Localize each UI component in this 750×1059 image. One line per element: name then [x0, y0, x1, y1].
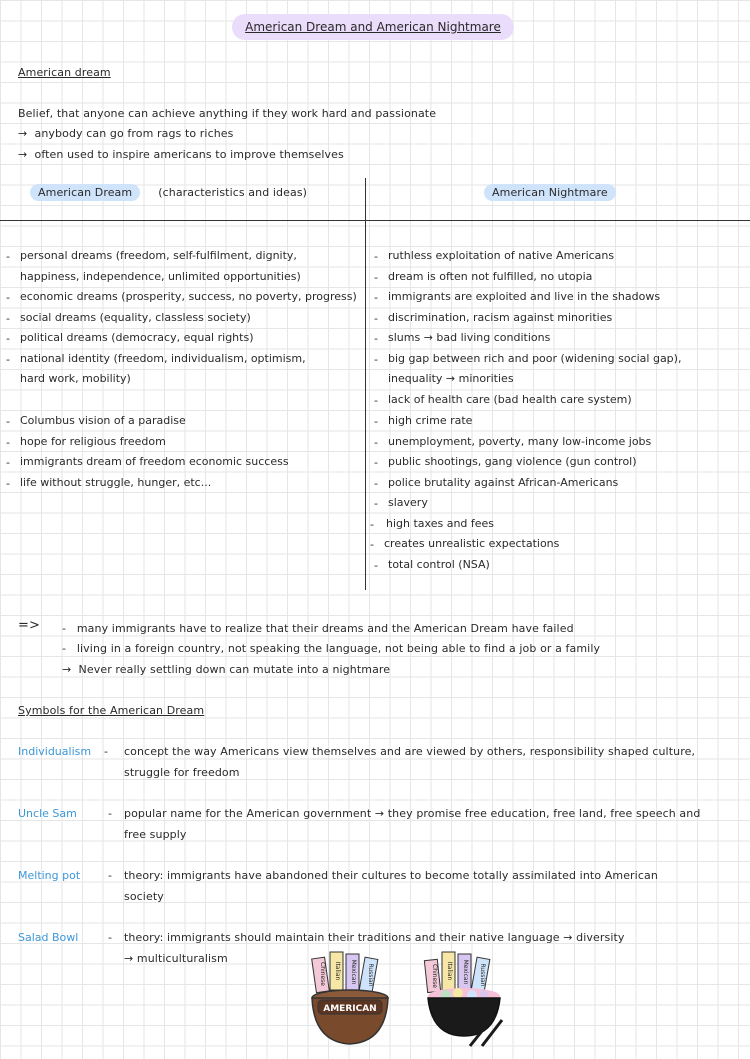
term-label: Salad Bowl — [18, 931, 79, 944]
list-item: high crime rate — [388, 414, 473, 427]
term-label: Uncle Sam — [18, 807, 77, 820]
list-item: dream is often not fulfilled, no utopia — [388, 270, 593, 283]
list-item: immigrants are exploited and live in the shadows — [388, 290, 661, 303]
term-description: concept the way Americans view themselves and are viewed by others, responsibility shaped culture, — [124, 745, 696, 758]
page-title: American Dream and American Nightmare — [232, 14, 514, 40]
term-description: popular name for the American government → they promise free education, free land, free speech and — [124, 807, 701, 820]
arrow-point-1: → anybody can go from rags to riches — [18, 127, 234, 140]
flag-label: Russian — [367, 963, 374, 987]
definition-text: Belief, that anyone can achieve anything if they work hard and passionate — [18, 107, 437, 120]
list-item: slavery — [388, 496, 428, 509]
arrow-point-2-text: often used to inspire americans to improve themselves — [34, 148, 344, 161]
list-item: social dreams (equality, classless society) — [20, 311, 251, 324]
table-divider-vertical — [365, 178, 366, 590]
american-dream-heading: American dream — [18, 66, 111, 79]
list-item: personal dreams (freedom, self-fulfilment, dignity, — [20, 249, 297, 262]
conclusion-symbol: => — [18, 618, 40, 633]
conclusion-point-2-text: living in a foreign country, not speaking the language, not being able to find a job or a family — [76, 642, 601, 655]
list-item: public shootings, gang violence (gun control) — [388, 455, 637, 468]
conclusion-point-1-text: many immigrants have to realize that their dreams and the American Dream have failed — [76, 622, 574, 635]
list-item: immigrants dream of freedom economic success — [20, 455, 289, 468]
term-description: free supply — [124, 828, 187, 841]
symbols-heading: Symbols for the American Dream — [18, 704, 205, 717]
american-dream-header: American Dream — [30, 184, 140, 201]
flag-label: Chinese — [319, 962, 326, 986]
melting-pot-illustration — [308, 950, 393, 1050]
flag-label: Chinese — [431, 964, 438, 988]
american-nightmare-header: American Nightmare — [484, 184, 616, 201]
flag-label: Italian — [446, 961, 453, 981]
list-item: creates unrealistic expectations — [384, 537, 560, 550]
list-item: slums → bad living conditions — [388, 331, 551, 344]
arrow-point-1-text: anybody can go from rags to riches — [34, 127, 234, 140]
term-label: Individualism — [18, 745, 92, 758]
term-label: Melting pot — [18, 869, 81, 882]
list-item: total control (NSA) — [388, 558, 490, 571]
term-description: theory: immigrants have abandoned their cultures to become totally assimilated into American — [124, 869, 658, 882]
list-item: lack of health care (bad health care system) — [388, 393, 632, 406]
list-item: national identity (freedom, individualism, optimism, — [20, 352, 306, 365]
term-description: struggle for freedom — [124, 766, 240, 779]
flag-label: Italian — [334, 961, 341, 981]
flag-label: Mexican — [350, 959, 357, 985]
conclusion-point-1: - many immigrants have to realize that their dreams and the American Dream have failed — [62, 622, 574, 635]
list-item: hard work, mobility) — [20, 372, 131, 385]
list-item: happiness, independence, unlimited opportunities) — [20, 270, 301, 283]
list-item: life without struggle, hunger, etc... — [20, 476, 212, 489]
arrow-point-2: → often used to inspire americans to improve themselves — [18, 148, 344, 161]
conclusion-point-2: - living in a foreign country, not speaking the language, not being able to find a job or a family — [62, 642, 601, 655]
list-item: Columbus vision of a paradise — [20, 414, 186, 427]
list-item: ruthless exploitation of native Americans — [388, 249, 615, 262]
list-item: unemployment, poverty, many low-income jobs — [388, 435, 652, 448]
list-item: hope for religious freedom — [20, 435, 166, 448]
list-item: police brutality against African-Americans — [388, 476, 619, 489]
list-item: discrimination, racism against minorities — [388, 311, 613, 324]
term-description: → multiculturalism — [124, 952, 228, 965]
list-item: economic dreams (prosperity, success, no poverty, progress) — [20, 290, 357, 303]
list-item: big gap between rich and poor (widening social gap), — [388, 352, 682, 365]
salad-bowl-illustration — [422, 950, 507, 1050]
conclusion-arrow-point: → Never really settling down can mutate into a nightmare — [62, 663, 391, 676]
list-item: high taxes and fees — [386, 517, 495, 530]
left-header-note: (characteristics and ideas) — [158, 186, 308, 199]
flag-label: Russian — [479, 963, 486, 987]
term-description: society — [124, 890, 164, 903]
list-item: inequality → minorities — [388, 372, 514, 385]
term-description: theory: immigrants should maintain their traditions and their native language → diversity — [124, 931, 625, 944]
flag-label: Mexican — [462, 959, 469, 985]
left-column-header — [30, 186, 307, 199]
right-column-header — [484, 186, 616, 199]
table-divider-horizontal — [0, 220, 750, 221]
list-item: political dreams (democracy, equal rights) — [20, 331, 254, 344]
pot-label: AMERICAN — [323, 1004, 377, 1014]
conclusion-arrow-text: Never really settling down can mutate into a nightmare — [78, 663, 391, 676]
